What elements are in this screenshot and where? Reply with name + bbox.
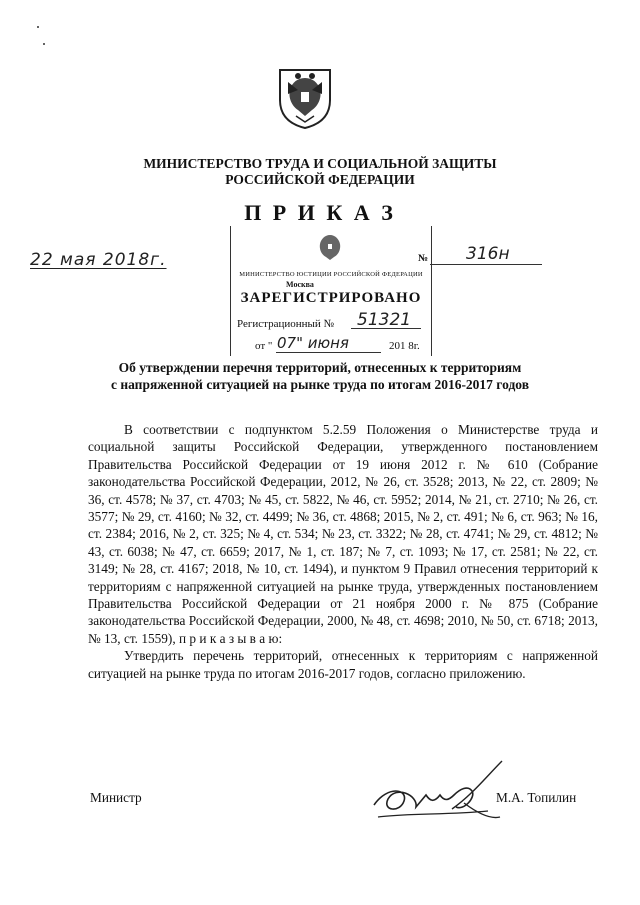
- coat-of-arms-icon: [274, 60, 336, 130]
- order-number: 316н: [466, 244, 510, 264]
- stamp-ministry: МИНИСТЕРСТВО ЮСТИЦИИ РОССИЙСКОЙ ФЕДЕРАЦИИ: [239, 271, 423, 278]
- handwritten-signature: [368, 755, 508, 835]
- stamp-city: Москва: [286, 280, 314, 289]
- document-body: [88, 421, 598, 682]
- stamp-date-underline: [276, 352, 381, 353]
- stamp-emblem-icon: [316, 232, 344, 262]
- body-paragraph-1: В соответствии с подпунктом 5.2.59 Положения о Министерстве труда и социальной защиты Российской Федерации, утвержденного постановлением Правительства Российской Федерации от 19 июня 2012 г. № 610 (Собрание законодательства Российской Федерации, 2012, № 26, ст. 3528; 2013, № 22, ст. 2809; № 36, ст. 4578; № 37, ст. 4703; № 45, ст. 5822, № 46, ст. 5952; 2014, № 21, ст. 2710; № 26, ст. 3577; № 29, ст. 4160; № 32, ст. 4499; № 36, ст. 4868; 2015, № 2, ст. 491; № 6, ст. 963; № 16, ст. 2384; 2016, № 2, ст. 325; № 4, ст. 534; № 23, ст. 3322; № 28, ст. 4741; № 29, ст. 4812; № 43, ст. 6038; № 47, ст. 6659; 2017, № 1, ст. 187; № 7, ст. 1093; № 17, ст. 2581; № 22, ст. 3149; № 28, ст. 4167; 2018, № 10, ст. 1494), и пунктом 9 Правил отнесения территорий к территориям с напряженной ситуацией на рынке труда, утвержденных постановлением Правительства Российской Федерации от 21 ноября 2000 г. № 875 (Собрание законодательства Российской Федерации, 2000, № 48, ст. 4698; 2010, № 50, ст. 6718; 2013, № 13, ст. 1559), п р и к а з ы в а ю:: [88, 422, 598, 646]
- stamp-reg-date: 07" июня: [277, 334, 349, 352]
- title-line-1: Об утверждении перечня территорий, отнесенных к территориям: [118, 360, 522, 375]
- scan-marks: [16, 22, 56, 52]
- signatory-name: М.А. Топилин: [496, 790, 577, 805]
- body-paragraph-2: Утвердить перечень территорий, отнесенных к территориям с напряженной ситуацией на рынке труда по итогам 2016-2017 годов, согласно приложению.: [88, 648, 598, 681]
- registration-stamp: [230, 226, 432, 356]
- title-line-2: с напряженной ситуацией на рынке труда по итогам 2016-2017 годов: [110, 377, 530, 392]
- ministry-header: [0, 156, 640, 188]
- stamp-reg-underline: [351, 328, 421, 329]
- stamp-year: 201 8г.: [389, 340, 420, 352]
- number-underline: [430, 264, 542, 265]
- stamp-reg-number: 51321: [357, 310, 412, 330]
- signatory-position: Министр: [90, 790, 142, 805]
- stamp-reg-label: Регистрационный №: [237, 318, 335, 330]
- stamp-from-label: от ": [255, 340, 273, 352]
- ministry-line-2: РОССИЙСКОЙ ФЕДЕРАЦИИ: [225, 172, 415, 187]
- number-sign: №: [418, 253, 429, 264]
- order-heading: П Р И К А З: [244, 200, 396, 225]
- order-date: 22 мая 2018г.: [30, 250, 167, 270]
- ministry-line-1: МИНИСТЕРСТВО ТРУДА И СОЦИАЛЬНОЙ ЗАЩИТЫ: [143, 156, 497, 171]
- document-title: [0, 359, 640, 393]
- stamp-registered: ЗАРЕГИСТРИРОВАНО: [240, 290, 422, 306]
